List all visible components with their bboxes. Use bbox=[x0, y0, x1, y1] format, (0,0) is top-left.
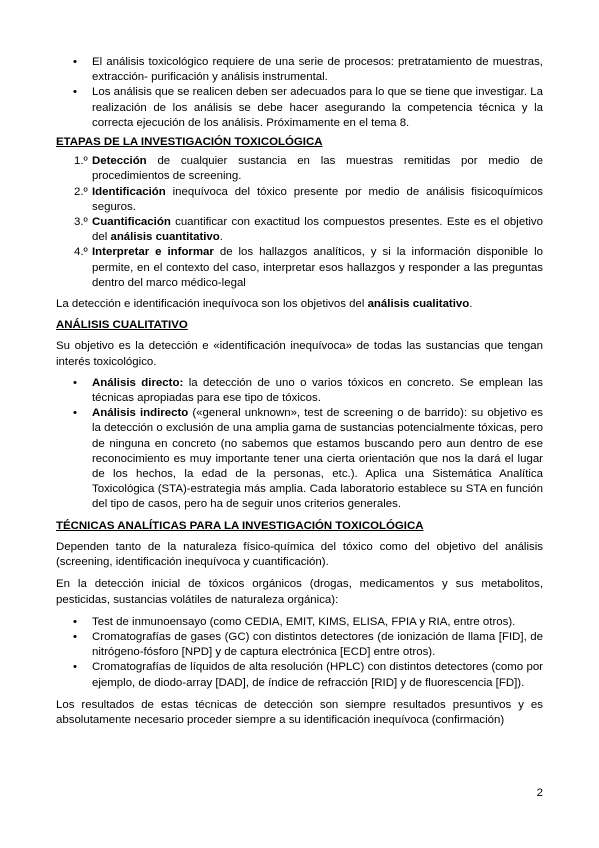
bullet-icon: • bbox=[73, 56, 78, 68]
list-item: • El análisis toxicológico requiere de una serie de procesos: pretratamiento de muestras, extracción- purificación y análisis instrumental. bbox=[73, 56, 543, 84]
list-item: 1.º Detección de cualquier sustancia en las muestras remitidas por medio de procedimientos de screening. bbox=[74, 155, 543, 183]
paragraph: Su objetivo es la detección e «identificación inequívoca» de todas las sustancias que tengan interés toxicológico. bbox=[56, 340, 543, 368]
list-item: • Test de inmunoensayo (como CEDIA, EMIT, KIMS, ELISA, FPIA y RIA, entre otros). bbox=[56, 615, 543, 630]
analysis-type-list bbox=[56, 376, 543, 513]
paragraph: La detección e identificación inequívoca son los objetivos del análisis cualitativo. bbox=[56, 298, 473, 311]
bullet-icon: • bbox=[73, 86, 78, 99]
list-item: 2.º Identificación inequívoca del tóxico presente por medio de análisis fisicoquímicos seguros. bbox=[74, 185, 543, 213]
list-item: 3.º Cuantificación cuantificar con exactitud los compuestos presentes. Este es el objetivo del análisis cuantitativo. bbox=[74, 216, 543, 244]
section-heading-analisis-cualitativo: ANÁLISIS CUALITATIVO bbox=[56, 319, 188, 332]
page-number: 2 bbox=[536, 787, 543, 799]
list-item: • Análisis indirecto («general unknown», test de screening o de barrido): su objetivo es la detección o exclusión de una amplia gama de sustancias potencialmente tóxicas, pero de ninguna en concreto (no sabemos que estamos buscando pero aun dentro de ese reconocimiento es muy importante tener una cierta orientación que nos la dará el lugar de los hechos, la edad de la personas, etc.). Aplica una Sistemática Analítica Toxicológica (STA)-estrategia más amplia. Cada laboratorio establece su STA en función del tipo de casos, pero ha de seguir unos criterios generales. bbox=[73, 407, 543, 511]
list-item: • Los análisis que se realicen deben ser adecuados para lo que se tiene que investigar. La realización de los análisis se debe hacer asegurando la competencia técnica y la correcta ejecución de los análisis. Próximamente en el tema 8. bbox=[73, 86, 543, 129]
page-content bbox=[56, 55, 543, 728]
list-item: • Cromatografías de gases (GC) con distintos detectores (de ionización de llama [FID], de nitrógeno-fósforo [NPD] y de captura electrónica [ECD] entre otros). bbox=[73, 630, 543, 659]
bullet-icon: • bbox=[73, 630, 78, 643]
stages-list bbox=[56, 154, 543, 291]
bullet-icon: • bbox=[73, 376, 78, 389]
list-item: 4.º Interpretar e informar de los hallazgos analíticos, y si la información disponible lo permite, en el contexto del caso, interpretar esos hallazgos y responder a las preguntas dentro del marco médico-legal bbox=[74, 246, 543, 289]
section-heading-tecnicas: TÉCNICAS ANALÍTICAS PARA LA INVESTIGACIÓN TOXICOLÓGICA bbox=[56, 519, 424, 532]
list-item: • Análisis directo: la detección de uno o varios tóxicos en concreto. Se emplean las técnicas apropiadas para ese tipo de tóxicos. bbox=[73, 376, 543, 405]
section-heading-etapas: ETAPAS DE LA INVESTIGACIÓN TOXICOLÓGICA bbox=[56, 136, 323, 149]
paragraph: Dependen tanto de la naturaleza físico-química del tóxico como del objetivo del análisis (screening, identificación inequívoca y cuantificación). bbox=[56, 540, 543, 569]
bullet-icon: • bbox=[73, 407, 78, 420]
paragraph: En la detección inicial de tóxicos orgánicos (drogas, medicamentos y sus metabolitos, pesticidas, sustancias volátiles de naturaleza orgánica): bbox=[56, 578, 543, 606]
bullet-icon: • bbox=[73, 661, 78, 674]
bullet-icon: • bbox=[73, 615, 78, 628]
intro-bullet-list bbox=[56, 55, 543, 131]
paragraph: Los resultados de estas técnicas de detección son siempre resultados presuntivos y es absolutamente necesario proceder siempre a su identificación inequívoca (confirmación) bbox=[56, 698, 543, 726]
techniques-list bbox=[56, 615, 543, 691]
list-item: • Cromatografías de líquidos de alta resolución (HPLC) con distintos detectores (como por ejemplo, de diodo-array [DAD], de índice de refracción [RID] y de fluorescencia [FD]). bbox=[73, 661, 543, 689]
